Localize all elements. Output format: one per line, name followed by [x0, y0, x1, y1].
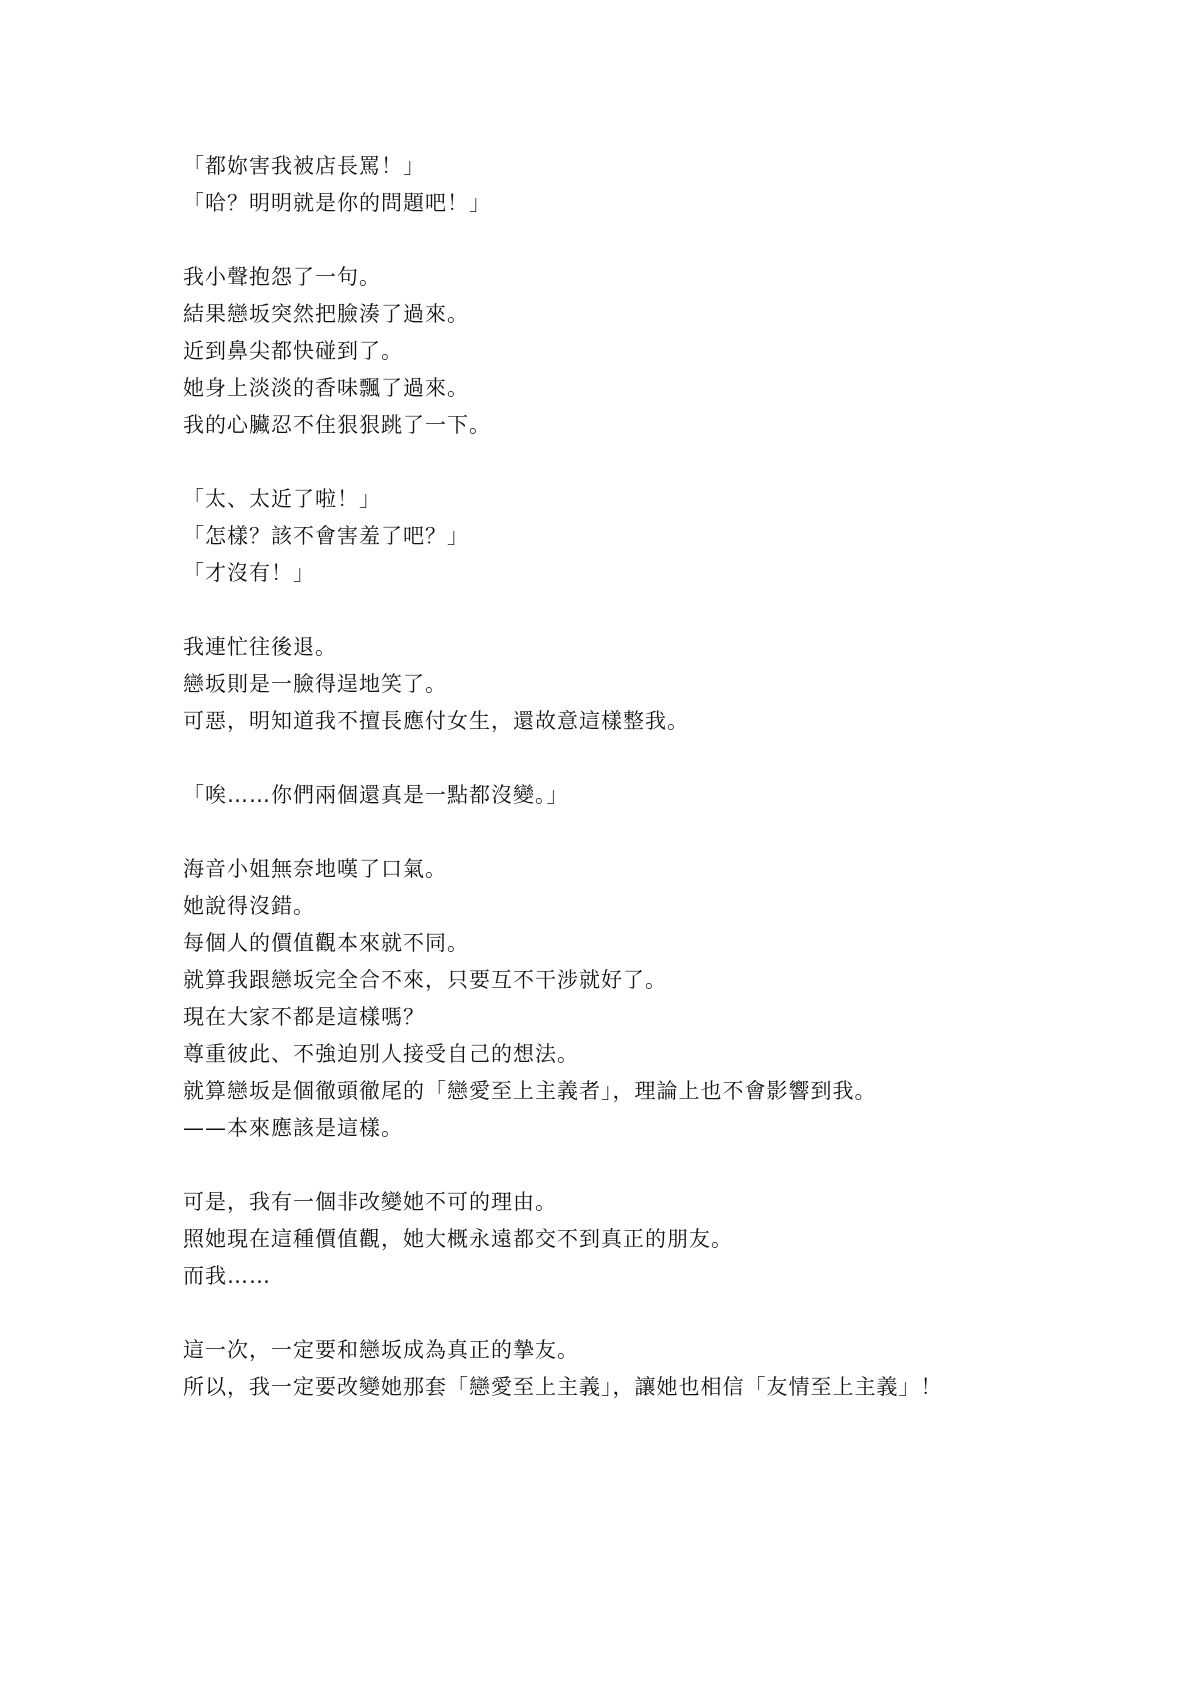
text-line: 她說得沒錯。 — [183, 894, 315, 918]
text-line: 可是，我有一個非改變她不可的理由。 — [183, 1190, 557, 1214]
paragraph — [183, 481, 1083, 592]
paragraph — [183, 851, 1083, 1147]
text-line: 每個人的價值觀本來就不同。 — [183, 931, 469, 955]
paragraph — [183, 148, 1083, 222]
text-line: 就算我跟戀坂完全合不來，只要互不干涉就好了。 — [183, 968, 667, 992]
text-line: 照她現在這種價值觀，她大概永遠都交不到真正的朋友。 — [183, 1227, 733, 1251]
text-line: 結果戀坂突然把臉湊了過來。 — [183, 302, 469, 326]
paragraph — [183, 629, 1083, 740]
paragraph-gap — [183, 444, 1083, 481]
paragraph-gap — [183, 1295, 1083, 1332]
text-line: 所以，我一定要改變她那套「戀愛至上主義」，讓她也相信「友情至上主義」！ — [183, 1375, 943, 1399]
text-line: 這一次，一定要和戀坂成為真正的摯友。 — [183, 1338, 579, 1362]
paragraph-gap — [183, 222, 1083, 259]
text-line: 而我…… — [183, 1264, 271, 1288]
text-line: ——本來應該是這樣。 — [183, 1116, 403, 1140]
paragraph-gap — [183, 592, 1083, 629]
text-line: 她身上淡淡的香味飄了過來。 — [183, 376, 469, 400]
text-line: 「太、太近了啦！」 — [183, 487, 381, 511]
text-line: 近到鼻尖都快碰到了。 — [183, 339, 403, 363]
paragraph — [183, 1332, 1083, 1406]
text-line: 海音小姐無奈地嘆了口氣。 — [183, 857, 447, 881]
paragraph — [183, 259, 1083, 444]
text-line: 我的心臟忍不住狠狠跳了一下。 — [183, 413, 491, 437]
text-line: 「才沒有！」 — [183, 561, 315, 585]
paragraph-gap — [183, 814, 1083, 851]
paragraph — [183, 777, 1083, 814]
text-line: 尊重彼此、不強迫別人接受自己的想法。 — [183, 1042, 579, 1066]
text-line: 我連忙往後退。 — [183, 635, 337, 659]
paragraph-gap — [183, 1147, 1083, 1184]
text-line: 可惡，明知道我不擅長應付女生，還故意這樣整我。 — [183, 709, 689, 733]
text-line: 就算戀坂是個徹頭徹尾的「戀愛至上主義者」，理論上也不會影響到我。 — [183, 1079, 877, 1103]
text-line: 戀坂則是一臉得逞地笑了。 — [183, 672, 447, 696]
paragraph-gap — [183, 740, 1083, 777]
story-text — [183, 148, 1083, 1406]
text-line: 「都妳害我被店長罵！」 — [183, 154, 425, 178]
text-line: 「哈？明明就是你的問題吧！」 — [183, 191, 491, 215]
text-line: 現在大家不都是這樣嗎？ — [183, 1005, 425, 1029]
text-line: 「怎樣？該不會害羞了吧？」 — [183, 524, 469, 548]
text-line: 「唉……你們兩個還真是一點都沒變。」 — [183, 783, 569, 807]
text-line: 我小聲抱怨了一句。 — [183, 265, 381, 289]
paragraph — [183, 1184, 1083, 1295]
